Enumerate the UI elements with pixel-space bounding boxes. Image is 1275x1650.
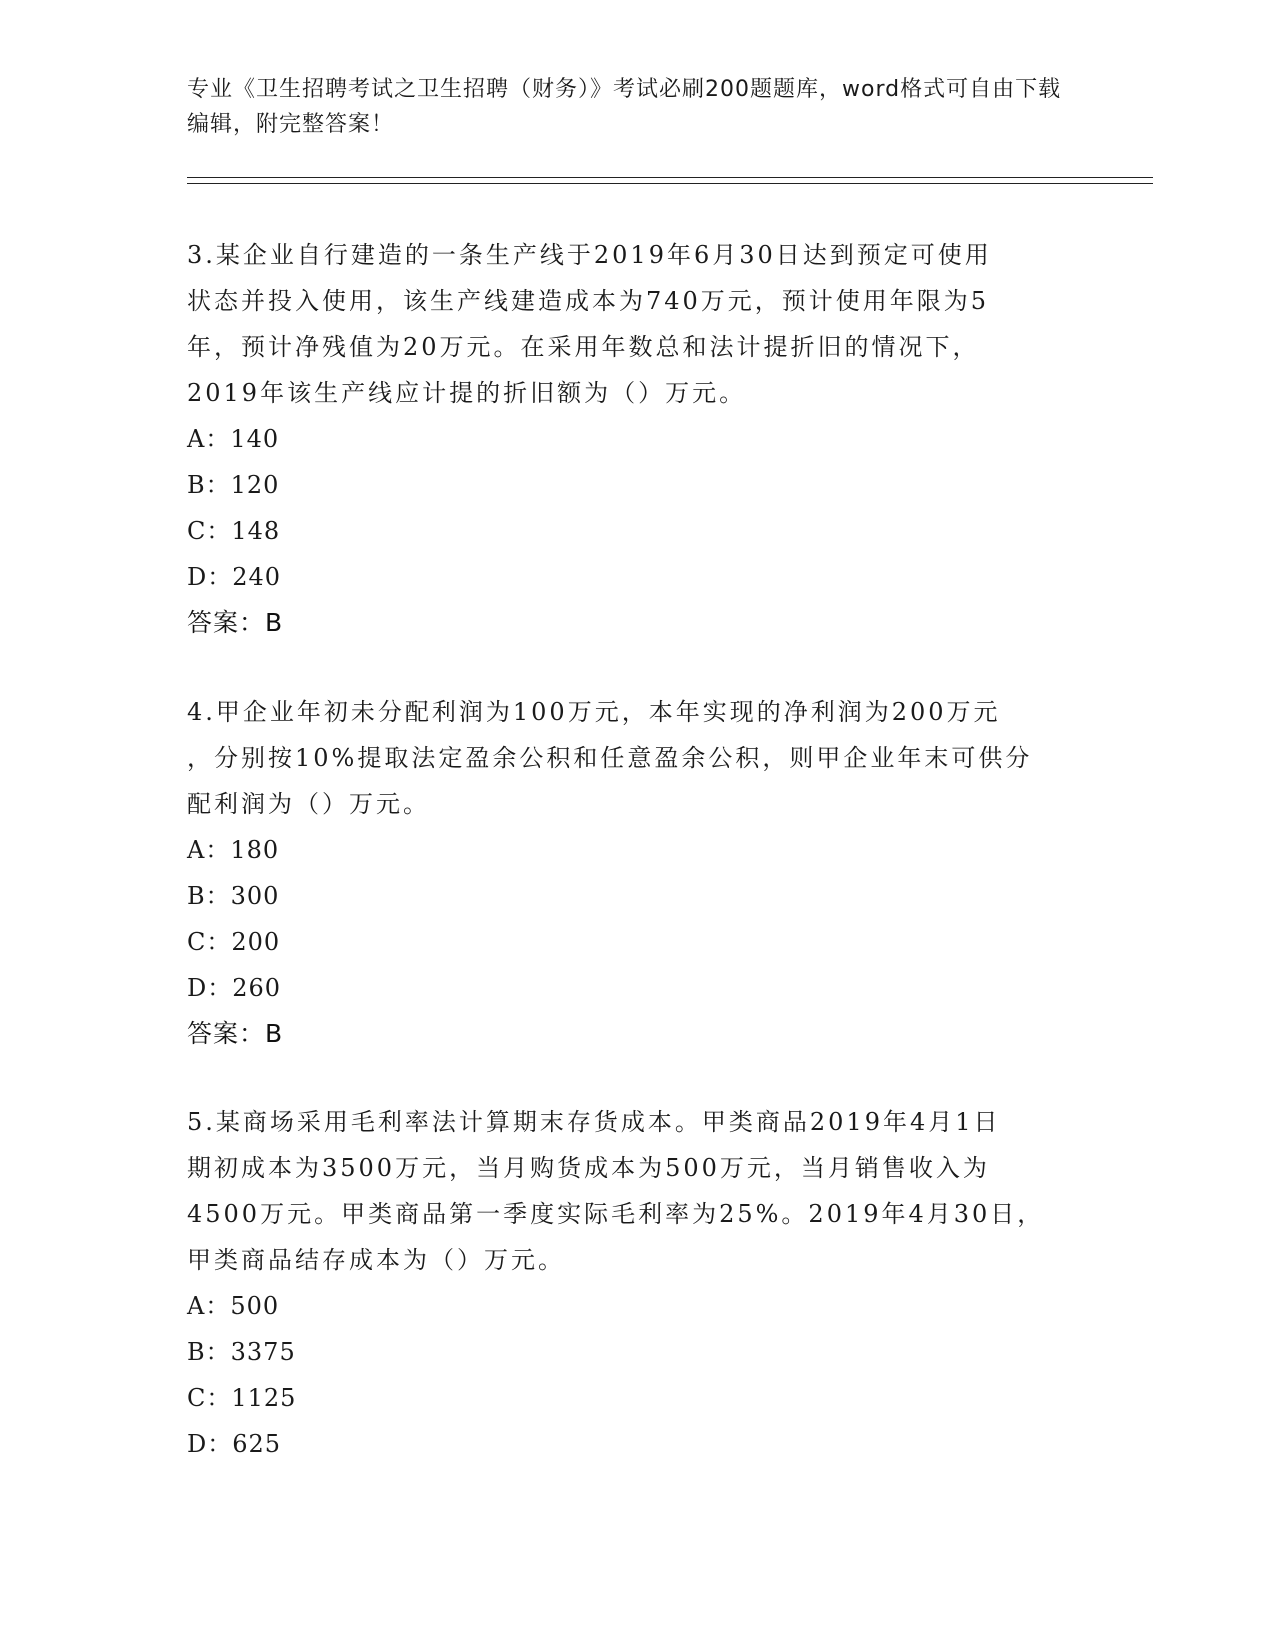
option-a: A：180 (187, 836, 280, 864)
option-b: B：120 (187, 471, 280, 499)
question-stem-line: ，分别按10%提取法定盈余公积和任意盈余公积，则甲企业年末可供分 (187, 744, 1033, 772)
option-d: D：625 (187, 1430, 282, 1458)
option-a: A：140 (187, 425, 280, 453)
option-d: D：260 (187, 974, 282, 1002)
question-stem-line: 期初成本为3500万元，当月购货成本为500万元，当月销售收入为 (187, 1154, 990, 1182)
question-stem-line: 年，预计净残值为20万元。在采用年数总和法计提折旧的情况下， (187, 333, 980, 361)
option-a: A：500 (187, 1292, 280, 1320)
question-stem-line: 3.某企业自行建造的一条生产线于2019年6月30日达到预定可使用 (187, 241, 992, 269)
question-stem-line: 5.某商场采用毛利率法计算期末存货成本。甲类商品2019年4月1日 (187, 1108, 1001, 1136)
question-3 (187, 232, 1087, 646)
header-divider-bottom (187, 183, 1153, 184)
option-c: C：148 (187, 517, 281, 545)
option-b: B：3375 (187, 1338, 296, 1366)
option-d: D：240 (187, 563, 282, 591)
question-4 (187, 689, 1087, 1057)
option-c: C：1125 (187, 1384, 297, 1412)
question-stem-line: 甲类商品结存成本为（）万元。 (187, 1246, 565, 1274)
question-stem-line: 4.甲企业年初未分配利润为100万元，本年实现的净利润为200万元 (187, 698, 1001, 726)
option-b: B：300 (187, 882, 280, 910)
document-header: 专业《卫生招聘考试之卫生招聘（财务）》考试必刷200题题库，word格式可自由下载编辑，附完整答案！ (187, 77, 1062, 137)
question-stem-line: 4500万元。甲类商品第一季度实际毛利率为25%。2019年4月30日， (187, 1200, 1045, 1228)
question-stem-line: 状态并投入使用，该生产线建造成本为740万元，预计使用年限为5 (187, 287, 990, 315)
question-5 (187, 1099, 1087, 1467)
question-stem-line: 2019年该生产线应计提的折旧额为（）万元。 (187, 379, 747, 407)
question-stem-line: 配利润为（）万元。 (187, 790, 430, 818)
header-divider-top (187, 177, 1153, 178)
answer-line: 答案：B (187, 1019, 284, 1048)
option-c: C：200 (187, 928, 281, 956)
answer-line: 答案：B (187, 608, 284, 637)
